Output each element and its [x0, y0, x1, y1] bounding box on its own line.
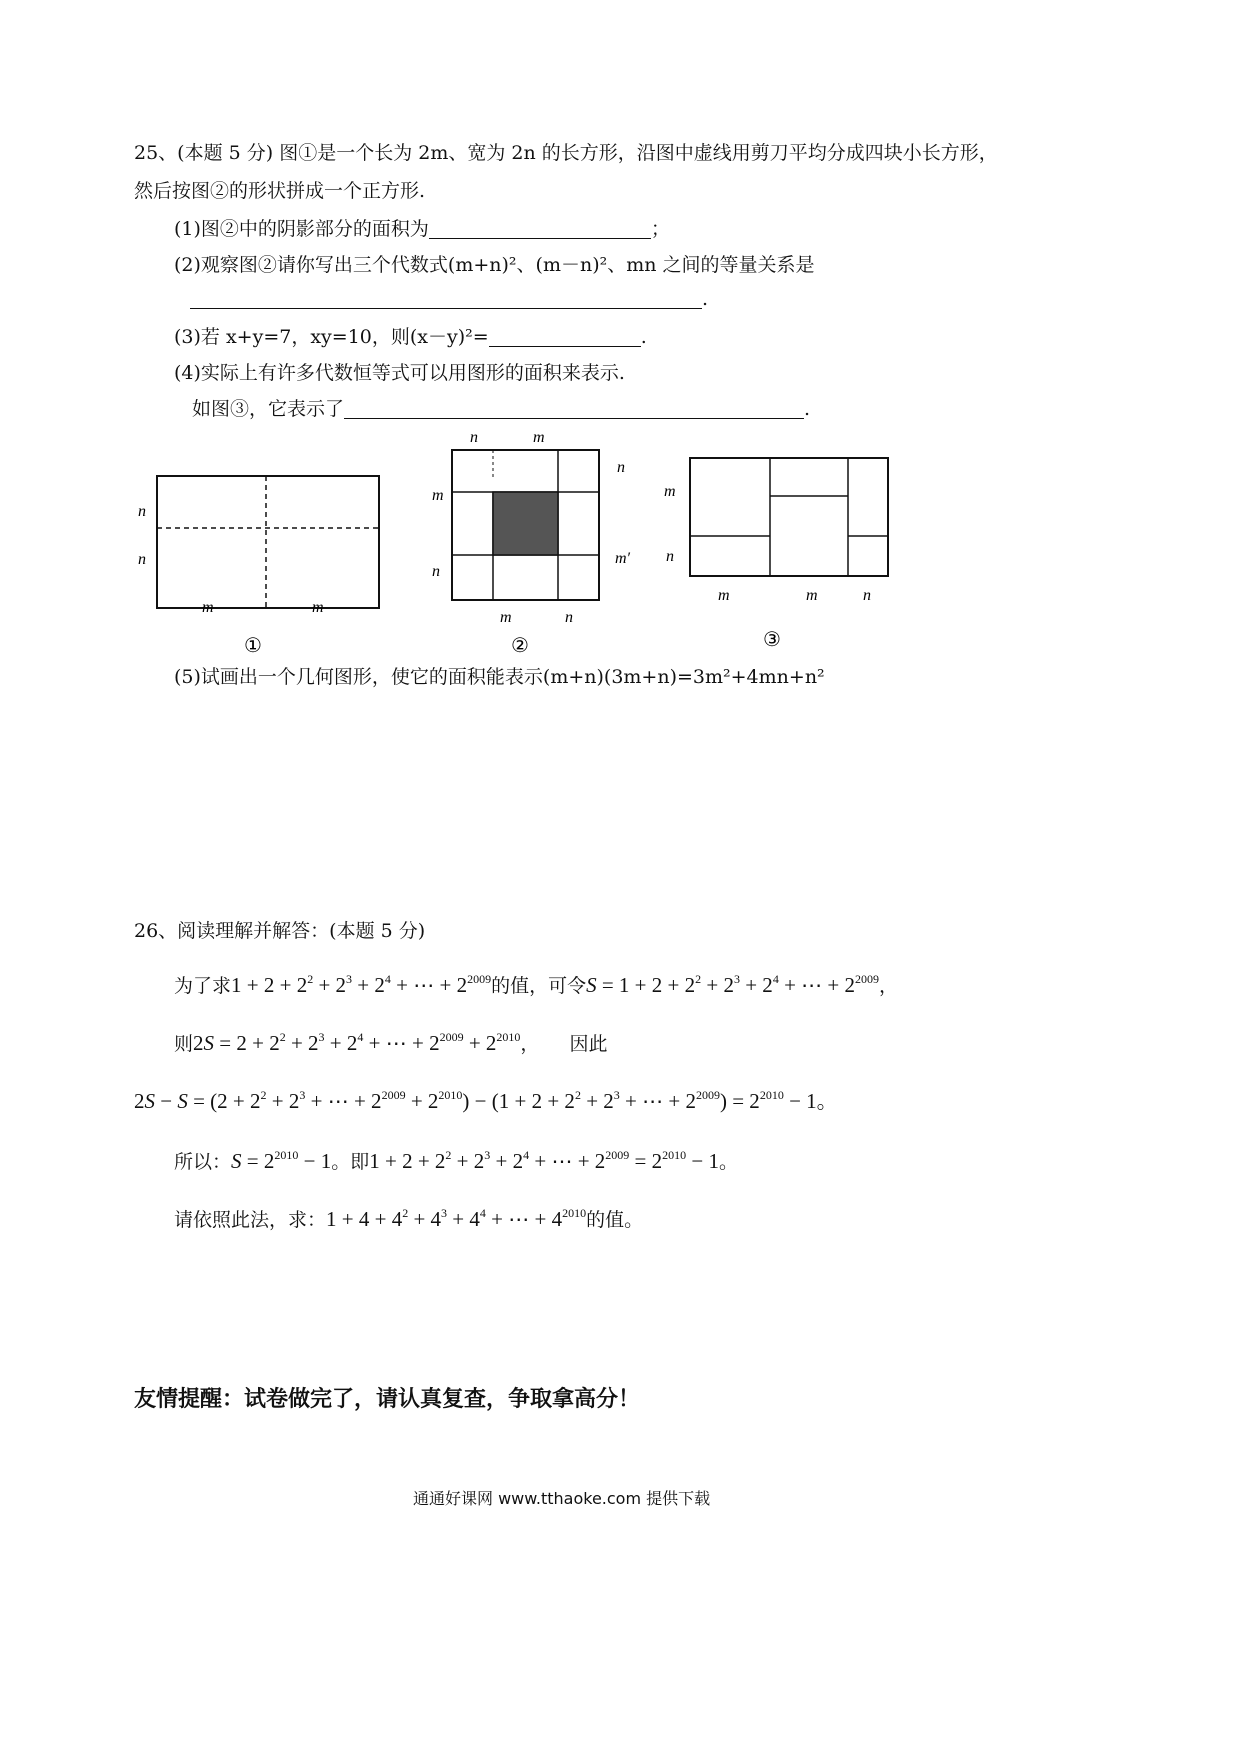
- q26-ask: [174, 1200, 643, 1233]
- fig3-outer-rect: [690, 458, 888, 576]
- answer-blank-2[interactable]: [190, 290, 702, 309]
- q25-part2-end: .: [702, 288, 709, 310]
- q25-part4b-label: 如图③，它表示了: [192, 398, 345, 420]
- fig1-left-label-2: n: [138, 551, 146, 568]
- fig1-bottom-label-1: m: [202, 599, 214, 616]
- q25-part5: (5)试画出一个几何图形，使它的面积能表示(m+n)(3m+n)=3m²+4mn+n²: [174, 666, 825, 688]
- q26-therefore: 因此: [569, 1033, 608, 1055]
- q25-line1: 25、(本题 5 分) 图①是一个长为 2m、宽为 2n 的长方形，沿图中虚线用剪刀平均分成四块小长方形，: [134, 142, 998, 164]
- figure-3: [664, 458, 888, 651]
- figures-area: [0, 420, 1240, 690]
- q26-intro-b: 的值，可令: [491, 975, 587, 997]
- q25-part4b: [192, 396, 810, 422]
- q26-s-result: $S = 2^{2010} - 1$: [231, 1148, 332, 1173]
- q26-comma-1: ，: [879, 975, 899, 997]
- q26-2s-expression: $2S = 2 + 2^2 + 2^3 + 2^4$ + ⋯ + $2^{2009} + 2^{2010}$: [193, 1030, 521, 1055]
- fig2-left-label-m: m: [432, 487, 444, 504]
- q26-sum-expression: $1 + 2 + 2^2 + 2^3 + 2^4$ + ⋯ + $2^{2009}$: [231, 972, 492, 997]
- q26-target-sum: $1 + 4 + 4^2 + 4^3 + 4^4$ + ⋯ + $4^{2010}$: [326, 1206, 587, 1231]
- fig2-caption: ②: [511, 635, 529, 657]
- answer-blank-3[interactable]: [489, 328, 641, 347]
- q25-part1-label: (1)图②中的阴影部分的面积为: [174, 218, 429, 240]
- fig1-outer-rect: [157, 476, 379, 608]
- figure-1: [138, 476, 379, 657]
- figure-2: [432, 429, 631, 657]
- q26-ask-b: 的值。: [586, 1209, 644, 1231]
- q25-part3-label: (3)若 x+y=7，xy=10，则(x－y)²=: [174, 326, 489, 348]
- friendly-reminder: 友情提醒：试卷做完了，请认真复查，争取拿高分！: [134, 1386, 641, 1412]
- q25-part4b-end: .: [804, 398, 811, 420]
- fig2-right-label-n: n: [617, 459, 625, 476]
- fig3-bottom-label-m2: m: [806, 587, 818, 604]
- q25-part1-end: ；: [650, 218, 670, 240]
- fig2-left-label-n: n: [432, 563, 440, 580]
- q26-so: [174, 1142, 738, 1175]
- q26-ie: 即: [350, 1151, 370, 1173]
- fig2-shaded-square: [493, 492, 558, 555]
- q25-part3: [174, 324, 647, 350]
- q25-line2: 然后按图②的形状拼成一个正方形.: [134, 180, 426, 202]
- fig3-left-label-n: n: [666, 548, 674, 565]
- q26-period-1: 。: [816, 1089, 838, 1113]
- q26-intro-a: 为了求: [174, 975, 232, 997]
- answer-blank-1[interactable]: [429, 220, 651, 239]
- q26-ask-a: 请依照此法，求：: [174, 1209, 327, 1231]
- q26-intro: [174, 966, 898, 999]
- fig2-top-label-m: m: [533, 429, 545, 446]
- q25-part2-answer: [190, 286, 708, 312]
- q26-so-label: 所以：: [174, 1151, 232, 1173]
- q25-part4: (4)实际上有许多代数恒等式可以用图形的面积来表示.: [174, 362, 625, 384]
- q26-then-label: 则: [174, 1033, 194, 1055]
- q26-difference: $2S - S = (2 + 2^2 + 2^3$ + ⋯ + $2^{2009} + 2^{2010}) - (1 + 2 + 2^2 + 2^3$ + ⋯ + $2^{2009}) = 2^{2010} - 1$。: [134, 1088, 838, 1113]
- fig1-left-label-1: n: [138, 503, 146, 520]
- fig1-caption: ①: [244, 635, 262, 657]
- fig2-top-label-n: n: [470, 429, 478, 446]
- fig3-left-label-m: m: [664, 483, 676, 500]
- q26-identity: $1 + 2 + 2^2 + 2^3 + 2^4$ + ⋯ + $2^{2009} = 2^{2010} - 1$: [369, 1148, 719, 1173]
- q25-part3-end: .: [640, 326, 647, 348]
- q26-s-definition: $S = 1 + 2 + 2^2 + 2^3 + 2^4$ + ⋯ + $2^{2009}$: [586, 972, 879, 997]
- fig3-bottom-label-m1: m: [718, 587, 730, 604]
- fig3-bottom-label-n: n: [863, 587, 871, 604]
- q26-title: 26、阅读理解并解答：(本题 5 分): [134, 920, 426, 942]
- q25-part1: [174, 216, 670, 242]
- q26-then: [174, 1024, 607, 1057]
- fig2-bottom-label-m: m: [500, 609, 512, 626]
- fig2-right-label-m: m′: [615, 550, 631, 567]
- fig2-bottom-label-n: n: [565, 609, 573, 626]
- fig3-caption: ③: [763, 629, 781, 651]
- page-footer: 通通好课网 www.tthaoke.com 提供下载: [413, 1489, 711, 1508]
- q26-period-2: 。: [331, 1151, 351, 1173]
- q26-period-3: 。: [718, 1151, 738, 1173]
- q25-part2: (2)观察图②请你写出三个代数式(m+n)²、(m－n)²、mn 之间的等量关系是: [174, 254, 815, 276]
- q26-comma-2: ，: [520, 1033, 540, 1055]
- answer-blank-4[interactable]: [344, 400, 804, 419]
- fig1-bottom-label-2: m: [312, 599, 324, 616]
